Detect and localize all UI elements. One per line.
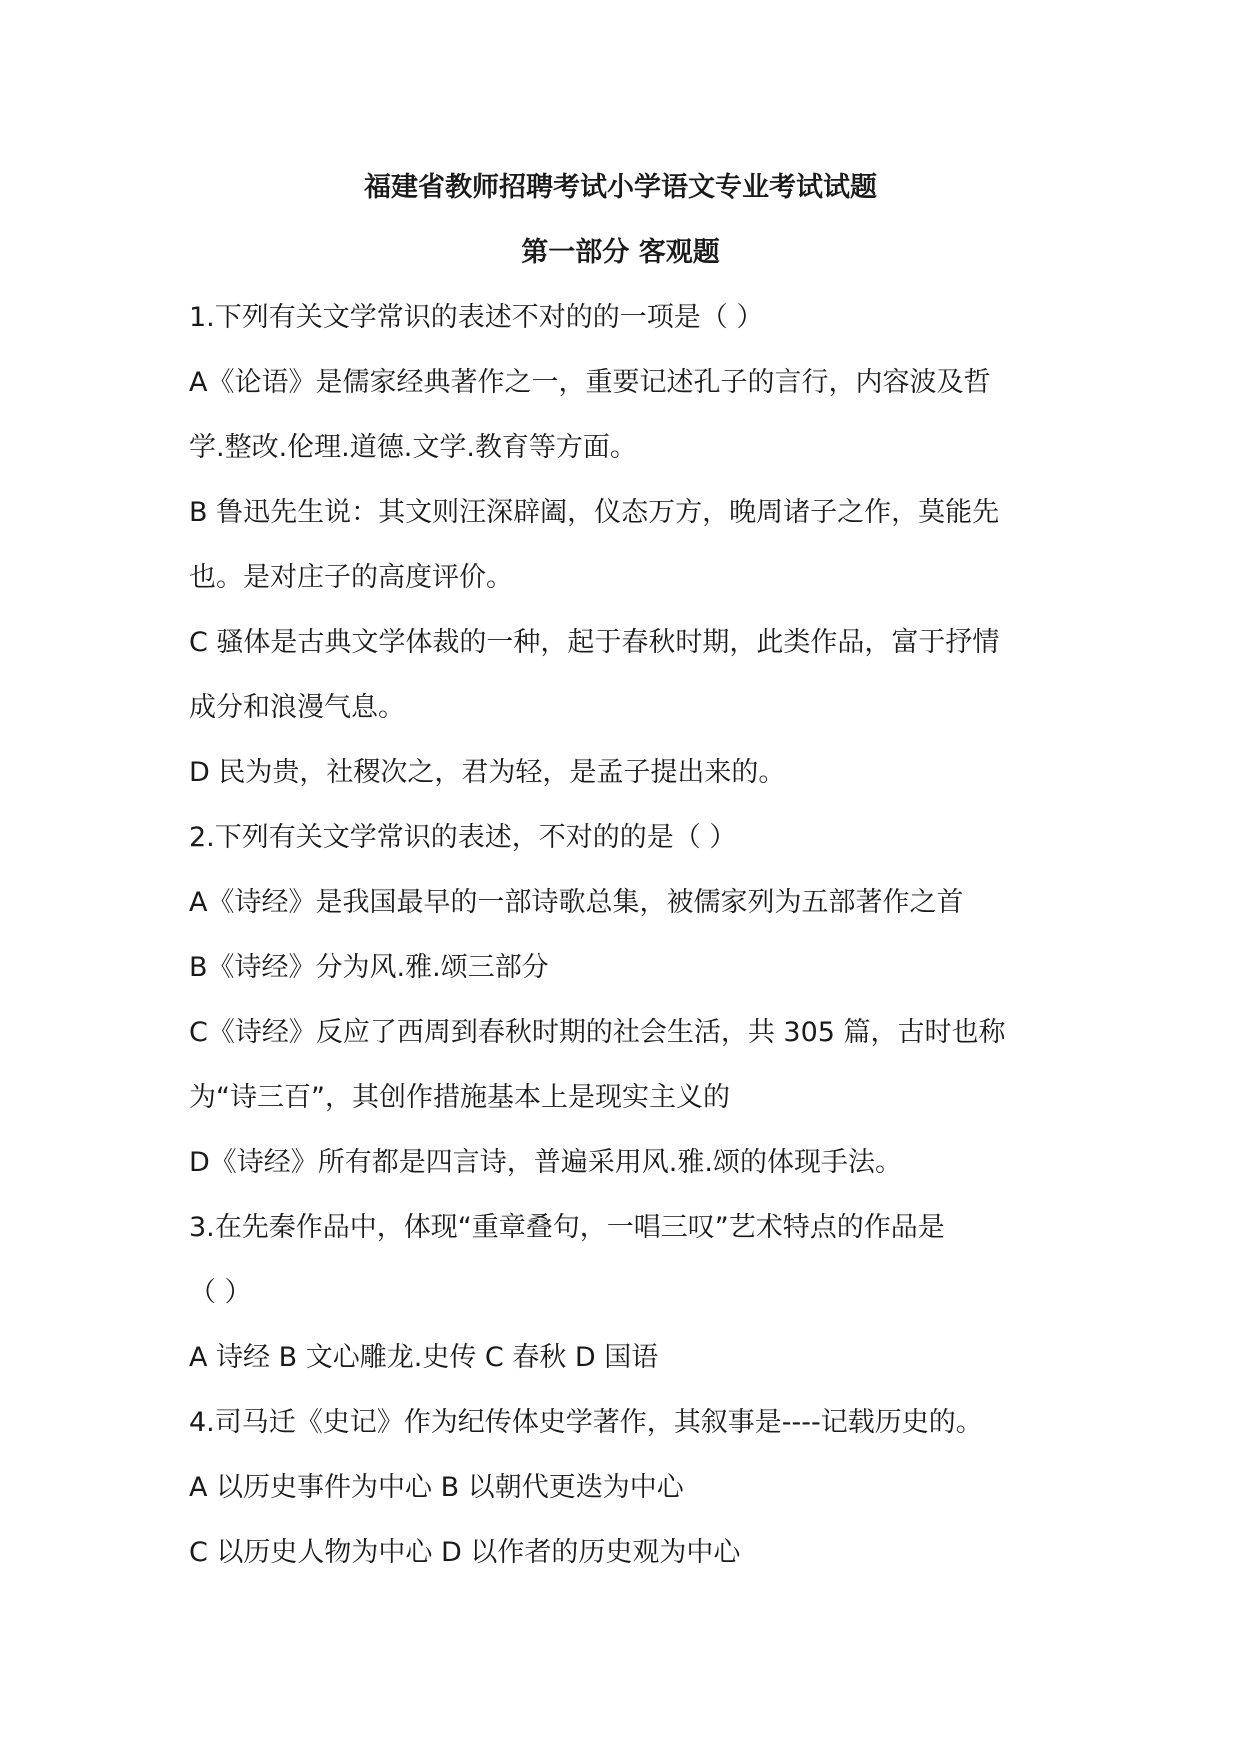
text-line: A 以历史事件为中心 B 以朝代更迭为中心 [189, 1472, 684, 1503]
text-line: C 骚体是古典文学体裁的一种，起于春秋时期，此类作品，富于抒情 [189, 627, 1000, 658]
text-line: B《诗经》分为风.雅.颂三部分 [189, 952, 549, 983]
text-line: 2.下列有关文学常识的表述，不对的的是（ ） [189, 822, 737, 853]
section-heading: 第一部分 客观题 [521, 237, 720, 268]
text-line: A《诗经》是我国最早的一部诗歌总集，被儒家列为五部著作之首 [189, 887, 964, 918]
text-line: C 以历史人物为中心 D 以作者的历史观为中心 [189, 1537, 741, 1568]
text-line: 为“诗三百”，其创作措施基本上是现实主义的 [189, 1082, 730, 1113]
text-line: A《论语》是儒家经典著作之一，重要记述孔子的言行，内容波及哲 [189, 367, 991, 398]
text-line: 1.下列有关文学常识的表述不对的的一项是（ ） [189, 302, 764, 333]
text-line: （ ） [189, 1277, 252, 1308]
text-line: 也。是对庄子的高度评价。 [189, 562, 513, 593]
text-line: 学.整改.伦理.道德.文学.教育等方面。 [189, 432, 637, 463]
text-line: B 鲁迅先生说：其文则汪深辟阖，仪态万方，晚周诸子之作，莫能先 [189, 497, 1000, 528]
text-line: 3.在先秦作品中，体现“重章叠句，一唱三叹”艺术特点的作品是 [189, 1212, 945, 1243]
document-title: 福建省教师招聘考试小学语文专业考试试题 [364, 172, 877, 203]
text-line: D《诗经》所有都是四言诗，普遍采用风.雅.颂的体现手法。 [189, 1147, 902, 1178]
text-line: A 诗经 B 文心雕龙.史传 C 春秋 D 国语 [189, 1342, 659, 1373]
text-line: 4.司马迁《史记》作为纪传体史学著作，其叙事是----记载历史的。 [189, 1407, 983, 1438]
text-line: 成分和浪漫气息。 [189, 692, 405, 723]
question-body [189, 298, 1069, 1598]
text-line: D 民为贵，社稷次之，君为轻，是孟子提出来的。 [189, 757, 786, 788]
text-line: C《诗经》反应了西周到春秋时期的社会生活，共 305 篇，古时也称 [189, 1017, 1006, 1048]
